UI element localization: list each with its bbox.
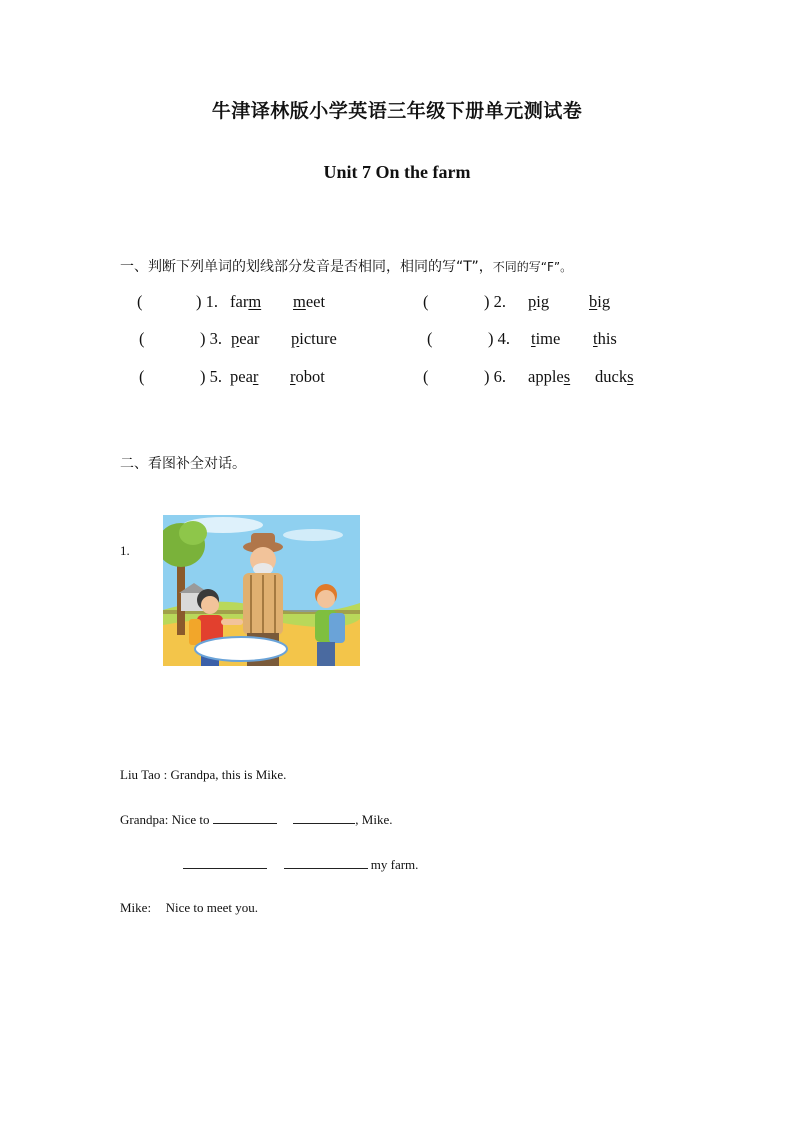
dialogue-line-4 xyxy=(120,900,258,916)
answer-blank[interactable] xyxy=(284,856,368,869)
item-number: 1. xyxy=(120,543,130,558)
word-1: pear xyxy=(231,329,260,348)
line-text: Grandpa, this is Mike. xyxy=(170,767,287,782)
word-2: meet xyxy=(293,292,326,311)
question-number: ) 6. xyxy=(484,367,506,386)
speaker-liu-tao: Liu Tao : xyxy=(120,767,168,782)
question-number: ) 4. xyxy=(488,329,510,348)
word-2: robot xyxy=(290,367,325,386)
answer-bracket-open: ( xyxy=(137,292,143,311)
question-number: ) 2. xyxy=(484,292,506,311)
line-end: , Mike. xyxy=(355,812,393,827)
answer-bracket-open: ( xyxy=(423,367,429,386)
question-number: ) 1. xyxy=(196,292,218,311)
word-2: big xyxy=(589,292,611,311)
speaker-grandpa: Grandpa: xyxy=(120,812,169,827)
instruction-tail: 不同的写“F”。 xyxy=(492,260,573,274)
word-1: pig xyxy=(528,292,550,311)
answer-bracket-open: ( xyxy=(423,292,429,311)
speaker-mike: Mike: xyxy=(120,900,152,915)
section-2-instruction: 二、看图补全对话。 xyxy=(120,456,246,472)
answer-blank[interactable] xyxy=(183,856,267,869)
word-1: farm xyxy=(230,292,262,311)
dialogue-line-3 xyxy=(183,856,418,873)
dialogue-line-2 xyxy=(120,811,392,828)
farm-illustration xyxy=(163,515,360,666)
word-2: this xyxy=(593,329,617,348)
answer-bracket-open: ( xyxy=(427,329,433,348)
instruction-main: 一、判断下列单词的划线部分发音是否相同，相同的写“T”， xyxy=(120,259,493,275)
answer-blank[interactable] xyxy=(293,811,355,824)
page-title: 牛津译林版小学英语三年级下册单元测试卷 xyxy=(211,100,583,122)
farm-scene-image xyxy=(163,515,360,666)
word-1: pear xyxy=(230,367,259,386)
question-number: ) 3. xyxy=(200,329,222,348)
section-1-instruction xyxy=(120,256,572,276)
question-number: ) 5. xyxy=(200,367,222,386)
word-2: picture xyxy=(291,329,337,348)
line-text: Nice to xyxy=(171,812,210,827)
line-end: my farm. xyxy=(370,857,419,872)
answer-bracket-open: ( xyxy=(139,367,145,386)
line-text: Nice to meet you. xyxy=(165,900,258,915)
unit-title: Unit 7 On the farm xyxy=(323,162,471,182)
word-1: apples xyxy=(528,367,571,386)
word-2: ducks xyxy=(595,367,634,386)
dialogue-line-1 xyxy=(120,767,286,783)
answer-blank[interactable] xyxy=(213,811,277,824)
answer-bracket-open: ( xyxy=(139,329,145,348)
word-1: time xyxy=(531,329,561,348)
